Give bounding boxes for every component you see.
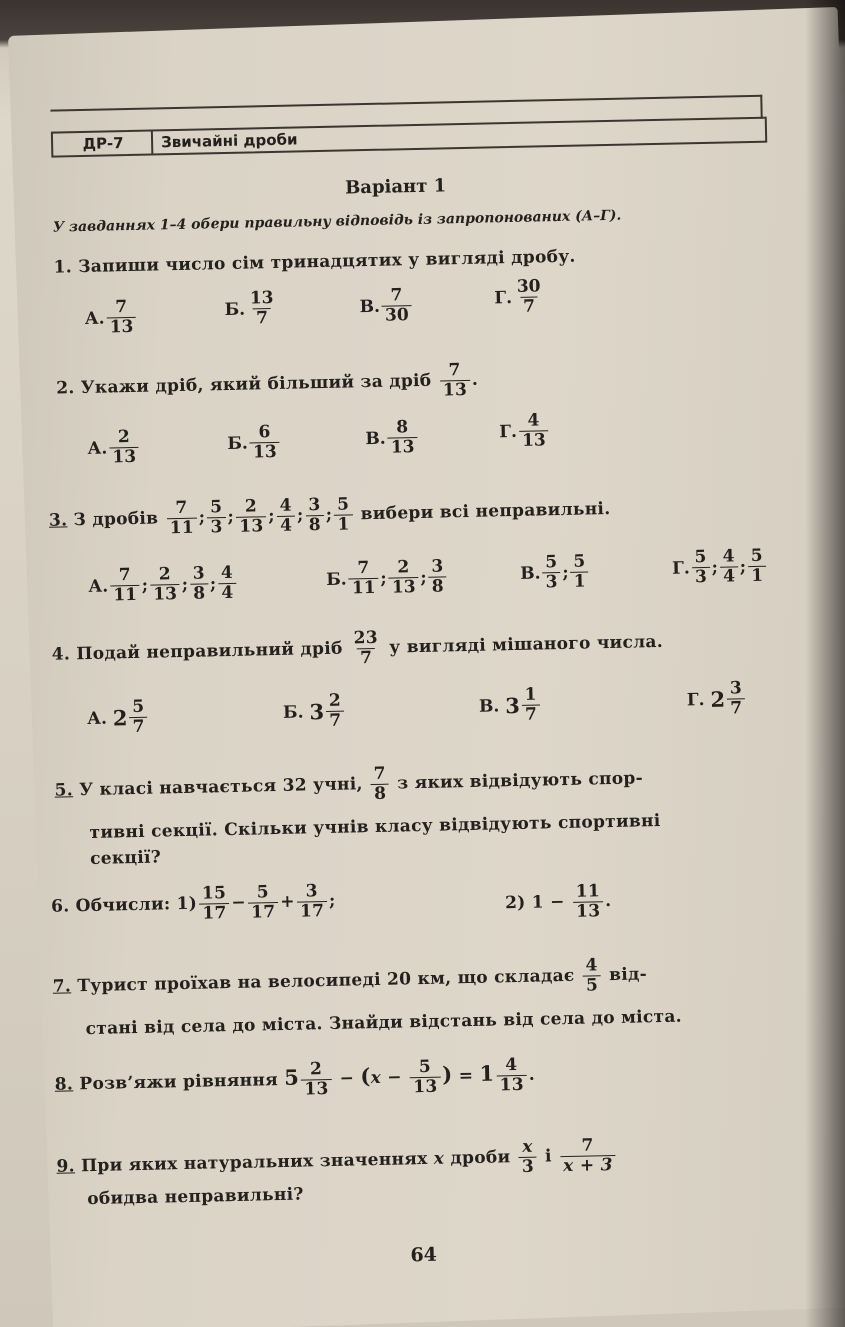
variant-title: Варіант 1 (344, 175, 447, 199)
question-9: 9. При яких натуральних значеннях x дроби $\frac{x}{3}$ і $\frac{7}{x + 3}$ (56, 1136, 618, 1187)
q3-options (88, 545, 789, 623)
q3-option-a[interactable]: А. $\frac{7}{11}$ ; $\frac{2}{13}$ ; $\frac{3}{8}$ ; $\frac{4}{4}$ (88, 564, 238, 606)
question-1: 1. Запиши число сім тринадцятих у вигляді дробу. (53, 246, 576, 278)
section-code: ДР-7 (55, 131, 153, 155)
q3-option-c[interactable]: В. $\frac{5}{3}$ ; $\frac{5}{1}$ (520, 552, 591, 592)
q4-option-c[interactable]: В. 3 $\frac{1}{7}$ (479, 685, 542, 725)
q1-options (84, 276, 605, 353)
q4-option-a[interactable]: А. 2 $\frac{5}{7}$ (87, 698, 150, 738)
section-title: Звичайні дроби (160, 130, 298, 152)
q1-option-d[interactable]: Г. $\frac{30}{7}$ (494, 276, 541, 317)
question-6: 6. Обчисли: 1) $\frac{15}{17}$ − $\frac{5}{17}$ + $\frac{3}{17}$ ; (50, 881, 336, 924)
question-7: 7. Турист проїхав на велосипеді 20 км, що складає $\frac{4}{5}$ від- (52, 955, 648, 997)
question-3: 3. З дробів $\frac{7}{11}$ ; $\frac{5}{3}$ ; $\frac{2}{13}$ ; $\frac{4}{4}$ ; $\frac{3}{8}$ ; $\frac{5}{1}$ вибери всі неправильні. (48, 494, 611, 539)
q2-option-d[interactable]: Г. $\frac{4}{13}$ (499, 411, 551, 451)
q2-option-b[interactable]: Б. $\frac{6}{13}$ (227, 423, 282, 463)
page-number: 64 (410, 1243, 438, 1267)
question-5-line-2: тивні секції. Скільки учнів класу відвідують спортивні (89, 811, 661, 843)
instruction: У завданнях 1–4 обери правильну відповідь із запропонованих (А–Г). (52, 207, 622, 236)
q4-options (87, 680, 788, 755)
question-5-line-3: секції? (89, 847, 162, 869)
q1-option-a[interactable]: А. $\frac{7}{13}$ (84, 298, 138, 338)
question-9-line-2: обидва неправильні? (87, 1184, 304, 1210)
section-header (50, 95, 763, 154)
q2-option-c[interactable]: В. $\frac{8}{13}$ (365, 418, 420, 458)
q4-option-b[interactable]: Б. 3 $\frac{2}{7}$ (283, 692, 347, 732)
question-8: 8. Розв’яжи рівняння 5 $\frac{2}{13}$ − (x − $\frac{5}{13}$ ) = 1 $\frac{4}{13}$ . (54, 1055, 536, 1100)
question-7-line-2: стані від села до міста. Знайди відстань від села до міста. (85, 1006, 683, 1040)
q1-option-b[interactable]: Б. $\frac{13}{7}$ (224, 287, 274, 329)
q2-option-a[interactable]: А. $\frac{2}{13}$ (87, 428, 141, 468)
question-5: 5. У класі навчається 32 учні, $\frac{7}{8}$ з яких відвідують спор- (54, 763, 644, 804)
question-2: 2. Укажи дріб, який більший за дріб $\frac{7}{13}$ . (56, 360, 479, 401)
q3-option-b[interactable]: Б. $\frac{7}{11}$ ; $\frac{2}{13}$ ; $\frac{3}{8}$ (326, 557, 449, 599)
q4-option-d[interactable]: Г. 2 $\frac{3}{7}$ (686, 679, 747, 719)
q1-option-c[interactable]: В. $\frac{7}{30}$ (359, 286, 414, 326)
question-4: 4. Подай неправильний дріб $\frac{23}{7}$ у вигляді мішаного числа. (51, 627, 664, 669)
q3-option-d[interactable]: Г. $\frac{5}{3}$ ; $\frac{4}{4}$ ; $\frac{5}{1}$ (672, 547, 769, 588)
q2-options (87, 410, 608, 485)
question-6-part-2: 2) 1 − $\frac{11}{13}$ . (504, 881, 612, 922)
